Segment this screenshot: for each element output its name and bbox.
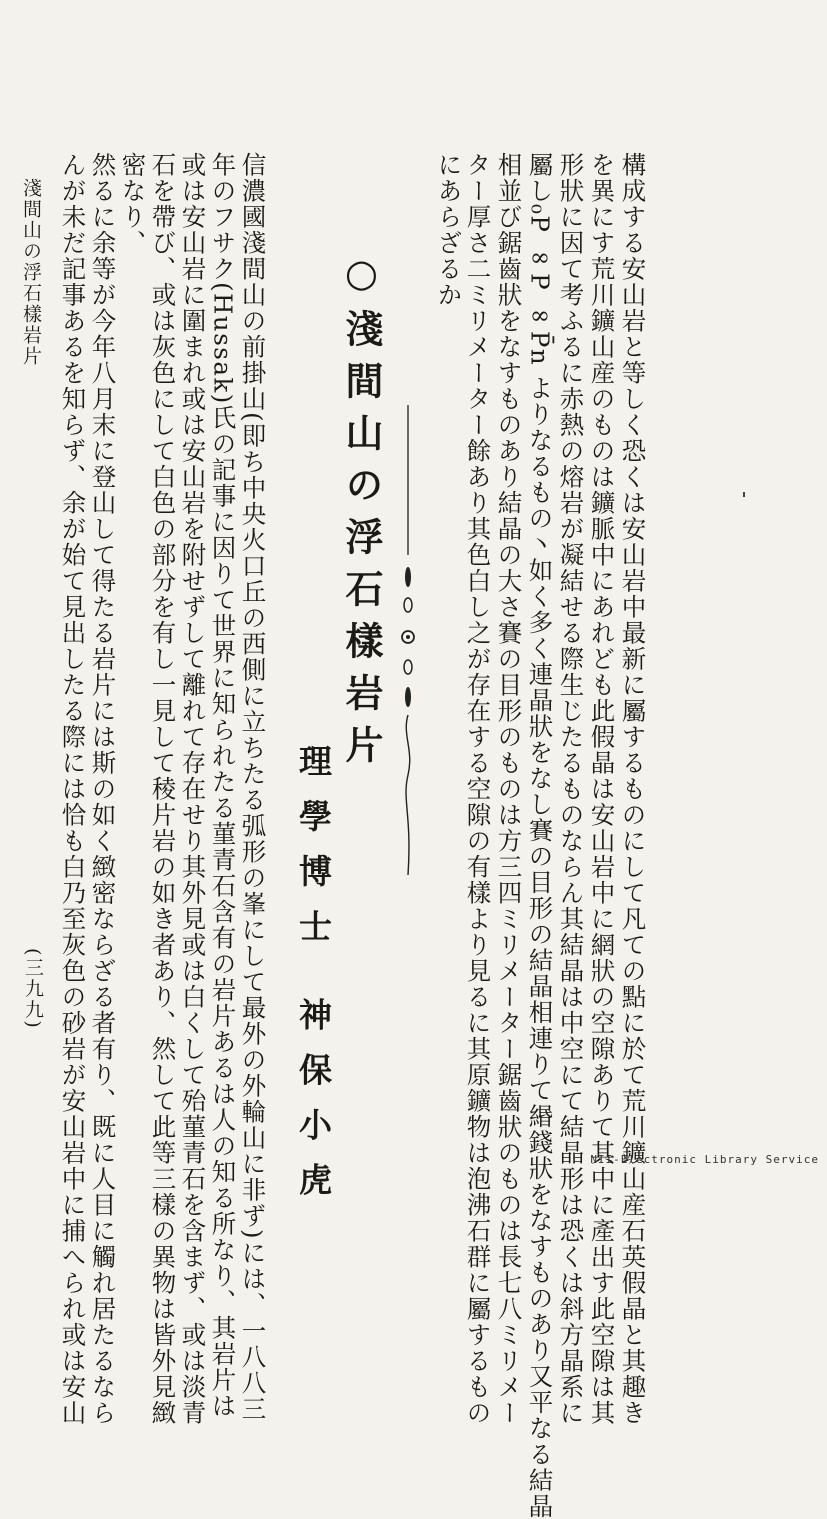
text-column-5: 相並び鋸齒狀をなすものあり結晶の大さ賽の目形のものは方三四ミリメーター鋸齒狀のものは長七八ミリメー [494, 152, 524, 1426]
article-author: 理學博士 神保小虎 [294, 744, 333, 1218]
body-column-4: 石を帶び、或は灰色にして白色の部分を有し一見して稜片岩の如き者あり、然して此等三樣の異物は皆外見緻 [148, 152, 178, 1426]
body-column-6: 然るに余等が今年八月末に登山して得たる岩片には斯の如く緻密ならざる者有り、既に人目に觸れ居たるなら [88, 152, 118, 1426]
body-column-3: 或は安山岩に圍まれ或は安山岩を附せずして離れて存在せり其外見或は白くして殆菫青石を含まず、或は淡青 [178, 152, 208, 1426]
print-speck [743, 492, 745, 497]
page-number: (三九九) [22, 948, 44, 1030]
text-column-6: ター厚さ二ミリメーター餘あり其色白し之が存在する空隙の有樣より見るに其原鑛物は泡沸石群に屬するもの [463, 152, 493, 1426]
text-column-3: 形狀に因て考ふるに赤熱の熔岩が凝結せる際生じたるものならん其結晶は中空にて結晶形は恐くは斜方晶系に [556, 152, 586, 1426]
ornament-divider [390, 405, 426, 875]
body-column-2: 年のフサク(Hussak)氏の記事に因りて世界に知られたる菫青石含有の岩片あるは人の知る所なり、其岩片は [208, 152, 238, 1419]
text-column-4: 屬し₀P ∞P ∞P̄n よりなるもの丶如く多く連晶狀をなし賽の目形の結晶相連りて緡錢狀をなすものあり又平なる結晶 [525, 152, 555, 1519]
text-column-2: を異にす荒川鑛山産のものは鑛脈中にあれども此假晶は安山岩中に網狀の空隙ありて其中に產出す此空隙は其 [587, 152, 617, 1426]
body-column-1: 信濃國淺間山の前掛山(即ち中央火口丘の西側に立ちたる弧形の峯にして最外の外輪山に非ず)には、一八八三 [238, 152, 268, 1423]
text-column-7: にあらざるか [434, 152, 464, 308]
body-column-7: んが未だ記事あるを知らず、余が始て見出したる際には恰も白乃至灰色の砂岩が安山岩中に捕へられ或は安山 [58, 152, 88, 1426]
text-column-1: 構成する安山岩と等しく恐くは安山岩中最新に屬するものにして凡ての點に於て荒川鑛山産石英假晶と其趣き [618, 152, 648, 1426]
article-title: ○淺間山の浮石樣岩片 [339, 250, 384, 777]
running-title: 淺間山の浮石樣岩片 [20, 178, 42, 367]
body-column-5: 密なり、 [118, 152, 148, 256]
footer-credit: NII-Electronic Library Service [590, 1153, 819, 1166]
